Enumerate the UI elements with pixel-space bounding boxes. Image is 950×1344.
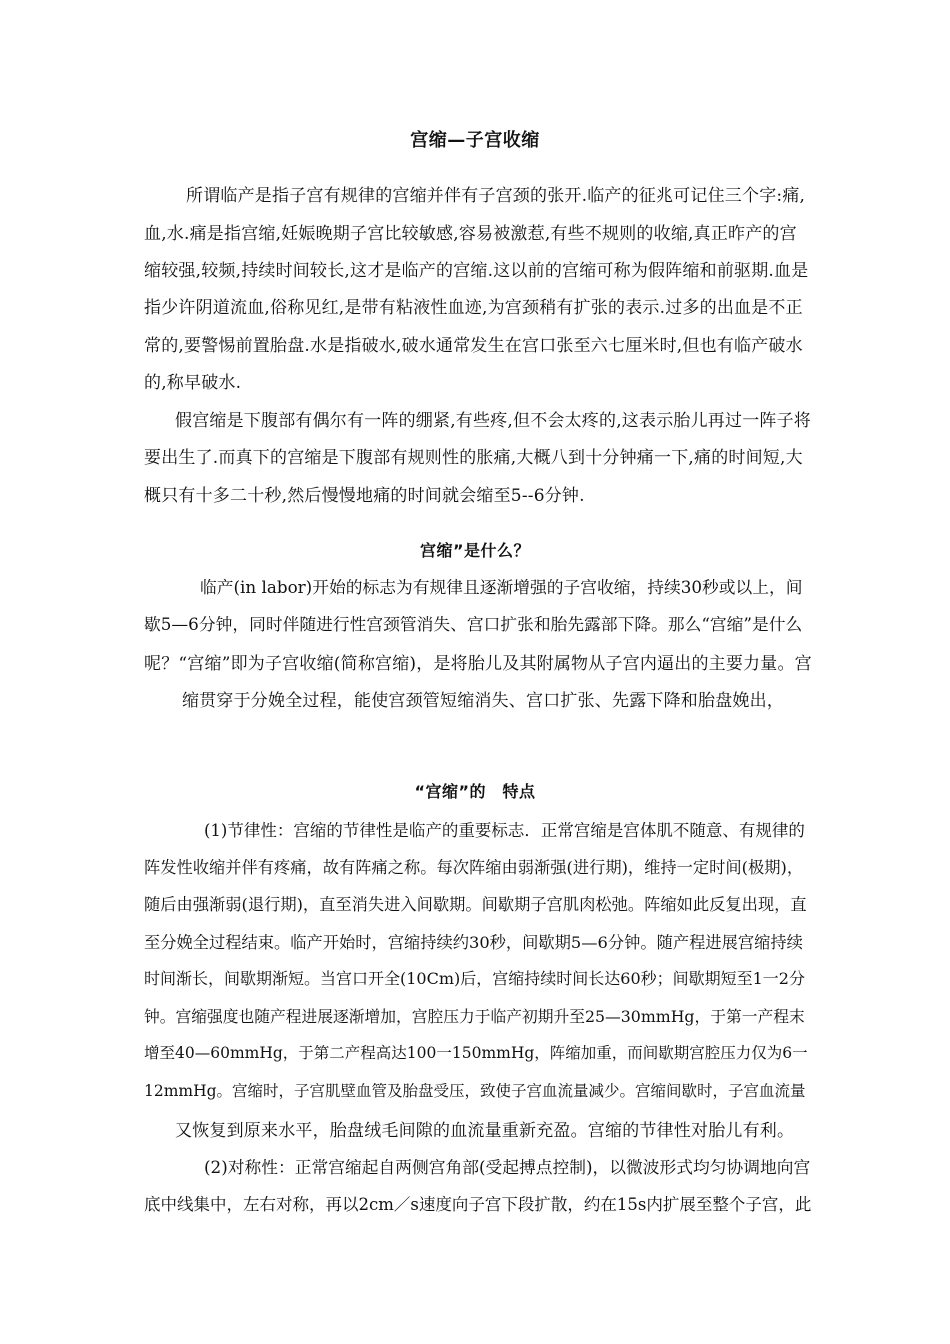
paragraph-line: 钟。宫缩强度也随产程进展逐渐增加，宫腔压力于临产初期升至25—30mmHg，于第一产程末 (144, 1007, 805, 1026)
paragraph-line: (2)对称性：正常宫缩起自两侧宫角部(受起搏点控制)，以微波形式均匀协调地向宫 (204, 1157, 811, 1177)
paragraph-line: 假宫缩是下腹部有偶尔有一阵的绷紧,有些疼,但不会太疼的,这表示胎儿再过一阵子将 (175, 411, 812, 431)
paragraph-line: 临产(in labor)开始的标志为有规律且逐渐增强的子宫收缩，持续30秒或以上，间 (200, 577, 803, 597)
paragraph-line: 概只有十多二十秒,然后慢慢地痛的时间就会缩至5--6分钟. (144, 486, 585, 506)
paragraph-line: 至分娩全过程结束。临产开始时，宫缩持续约30秒，间歇期5—6分钟。随产程进展宫缩持续 (144, 933, 803, 952)
paragraph-line: 随后由强渐弱(退行期)，直至消失进入间歇期。间歇期子宫肌肉松弛。阵缩如此反复出现，直 (144, 895, 807, 914)
paragraph-line: 指少许阴道流血,俗称见红,是带有粘液性血迹,为宫颈稍有扩张的表示.过多的出血是不正 (144, 298, 803, 318)
paragraph-line: 增至40—60mmHg，于第二产程高达100一150mmHg，阵缩加重，而间歇期宫腔压力仅为6一 (144, 1044, 808, 1062)
paragraph-line: 时间渐长，间歇期渐短。当宫口开全(10Cm)后，宫缩持续时间长达60秒；间歇期短至1一2分 (144, 969, 805, 988)
section-heading: “宫缩”的 特点 (414, 782, 536, 801)
paragraph-line: 要出生了.而真下的宫缩是下腹部有规则性的胀痛,大概八到十分钟痛一下,痛的时间短,大 (144, 448, 803, 468)
paragraph-line: 又恢复到原来水平，胎盘绒毛间隙的血流量重新充盈。宫缩的节律性对胎儿有利。 (175, 1121, 795, 1141)
paragraph-line: 血,水.痛是指宫缩,妊娠晚期子宫比较敏感,容易被激惹,有些不规则的收缩,真正昨产的宫 (144, 224, 797, 244)
paragraph-line: 的,称早破水. (144, 373, 242, 393)
paragraph-line: 缩贯穿于分娩全过程，能使宫颈管短缩消失、宫口扩张、先露下降和胎盘娩出， (182, 691, 784, 711)
paragraph-line: 阵发性收缩并伴有疼痛，故有阵痛之称。每次阵缩由弱渐强(进行期)，维持一定时间(极期)， (144, 858, 804, 877)
paragraph-line: 缩较强,较频,持续时间较长,这才是临产的宫缩.这以前的宫缩可称为假阵缩和前驱期.血是 (144, 261, 809, 281)
paragraph-line: 呢？“宫缩”即为子宫收缩(简称宫缩)，是将胎儿及其附属物从子宫内逼出的主要力量。宫 (144, 654, 812, 674)
paragraph-line: (1)节律性：宫缩的节律性是临产的重要标志．正常宫缩是宫体肌不随意、有规律的 (204, 821, 805, 840)
paragraph-line: 常的,要警惕前置胎盘.水是指破水,破水通常发生在宫口张至六七厘米时,但也有临产破水 (144, 336, 803, 356)
document-title: 宫缩—子宫收缩 (410, 130, 540, 151)
section-heading: 宫缩”是什么？ (419, 541, 531, 560)
paragraph-line: 所谓临产是指子宫有规律的宫缩并伴有子宫颈的张开.临产的征兆可记住三个字:痛, (186, 186, 806, 206)
paragraph-line: 歇5—6分钟，同时伴随进行性宫颈管消失、宫口扩张和胎先露部下降。那么“宫缩”是什么 (144, 614, 803, 634)
paragraph-line: 底中线集中，左右对称，再以2cm／s速度向子宫下段扩散，约在15s内扩展至整个子宫，此 (144, 1195, 812, 1214)
paragraph-line: 12mmHg。宫缩时，子宫肌壁血管及胎盘受压，致使子宫血流量减少。宫缩间歇时，子宫血流量 (144, 1082, 806, 1100)
